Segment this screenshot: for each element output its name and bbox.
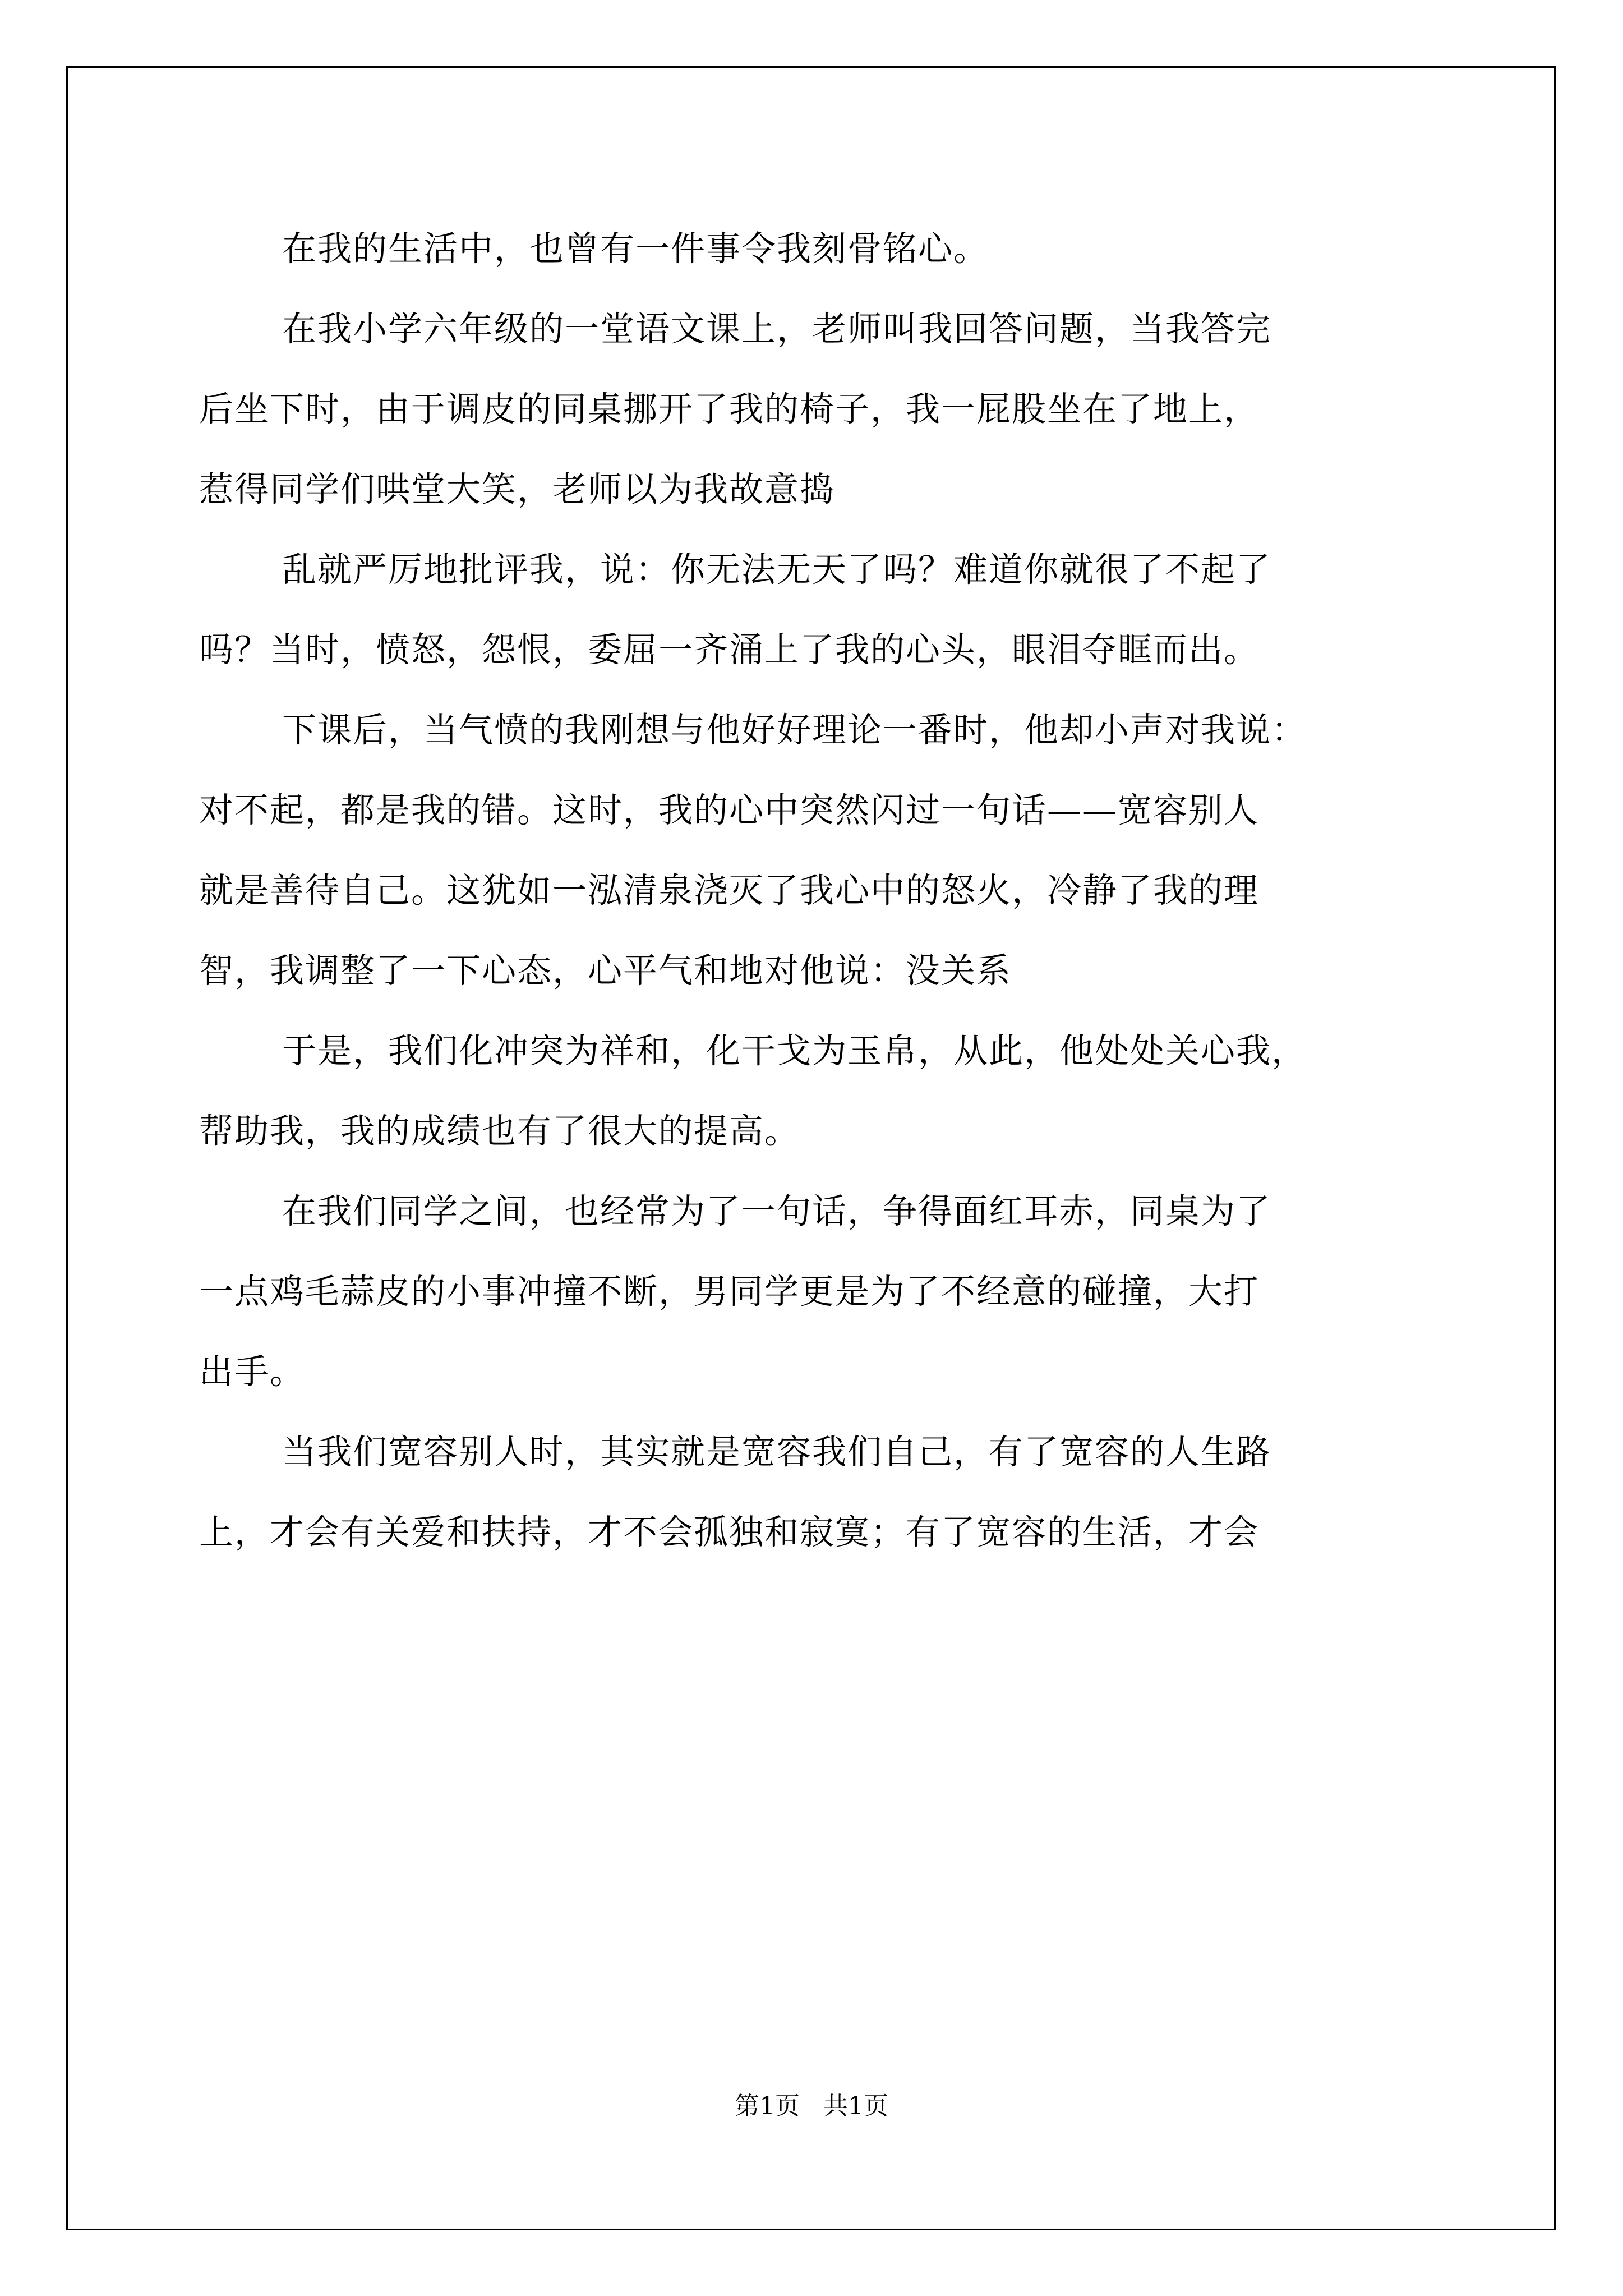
page-footer: 第1页 共1页 — [735, 2092, 888, 2120]
text-line: 对不起，都是我的错。这时，我的心中突然闪过一句话——宽容别人 — [199, 790, 1260, 830]
text-line: 后坐下时，由于调皮的同桌挪开了我的椅子，我一屁股坐在了地上， — [199, 389, 1260, 429]
text-line: 下课后，当气愤的我刚想与他好好理论一番时，他却小声对我说： — [282, 710, 1307, 750]
text-line: 一点鸡毛蒜皮的小事冲撞不断，男同学更是为了不经意的碰撞，大打 — [199, 1272, 1260, 1312]
text-line: 在我小学六年级的一堂语文课上，老师叫我回答问题，当我答完 — [282, 309, 1272, 349]
text-line: 上，才会有关爱和扶持，才不会孤独和寂寞；有了宽容的生活，才会 — [199, 1512, 1260, 1552]
text-line: 乱就严厉地批评我，说：你无法无天了吗？难道你就很了不起了 — [282, 550, 1272, 590]
text-line: 当我们宽容别人时，其实就是宽容我们自己，有了宽容的人生路 — [282, 1432, 1272, 1472]
text-line: 出手。 — [199, 1352, 306, 1392]
document-body — [199, 209, 1433, 1572]
text-line: 就是善待自己。这犹如一泓清泉浇灭了我心中的怒火，冷静了我的理 — [199, 871, 1260, 910]
text-line: 智，我调整了一下心态，心平气和地对他说：没关系 — [199, 951, 1012, 991]
text-line: 吗？当时，愤怒，怨恨，委屈一齐涌上了我的心头，眼泪夺眶而出。 — [199, 630, 1260, 670]
text-line: 惹得同学们哄堂大笑，老师以为我故意捣 — [199, 470, 836, 509]
text-line: 帮助我，我的成绩也有了很大的提高。 — [199, 1111, 800, 1151]
text-line: 在我们同学之间，也经常为了一句话，争得面红耳赤，同桌为了 — [282, 1191, 1272, 1231]
text-line: 在我的生活中，也曾有一件事令我刻骨铭心。 — [282, 229, 989, 269]
text-line: 于是，我们化冲突为祥和，化干戈为玉帛，从此，他处处关心我， — [282, 1031, 1307, 1071]
